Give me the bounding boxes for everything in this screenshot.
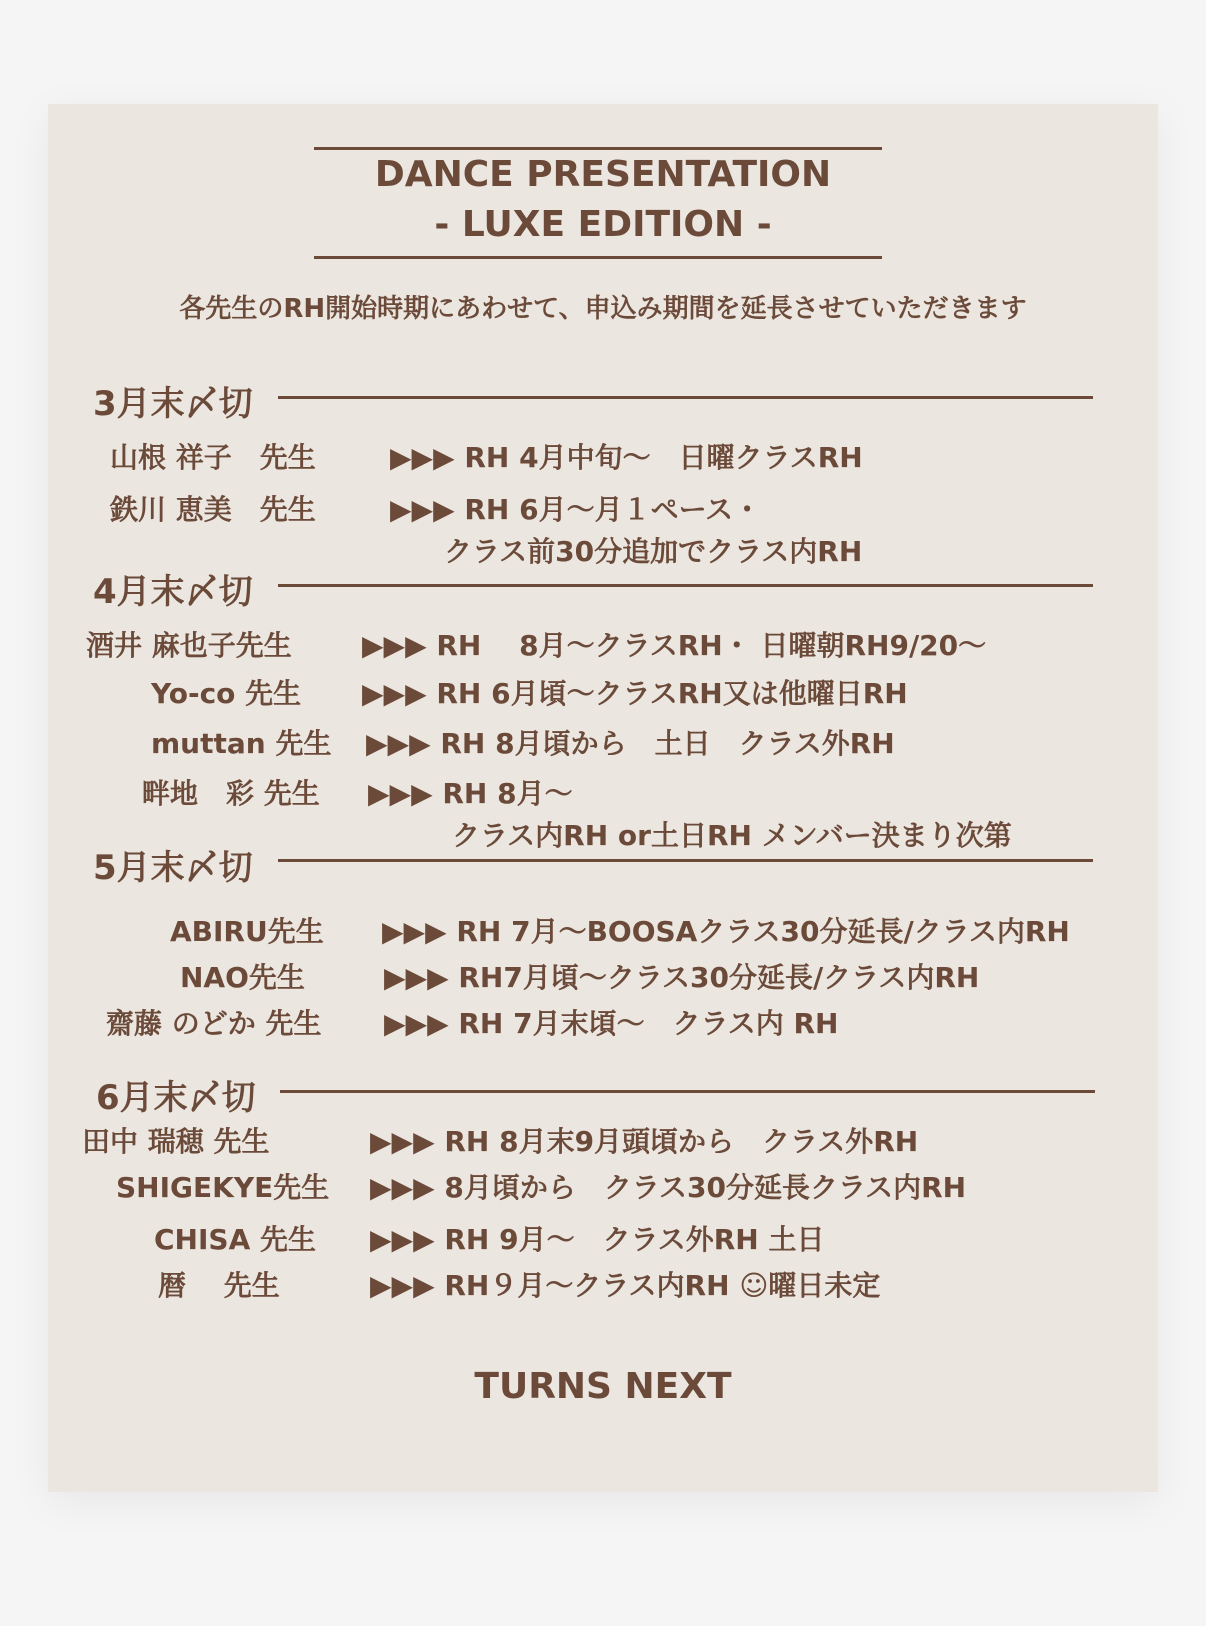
section-heading-may: 5月末〆切	[93, 848, 253, 888]
rehearsal-detail: ▶▶▶ RH 6月頃〜クラスRH又は他曜日RH	[362, 677, 908, 710]
section-heading-april: 4月末〆切	[93, 572, 253, 612]
rehearsal-detail-continued: クラス前30分追加でクラス内RH	[444, 535, 863, 568]
rehearsal-detail: ▶▶▶ RH 8月頃から 土日 クラス外RH	[366, 727, 895, 760]
rehearsal-detail: ▶▶▶ RH 7月末頃〜 クラス内 RH	[384, 1007, 839, 1040]
page-title: DANCE PRESENTATION	[374, 154, 832, 195]
section-rule-march	[278, 396, 1093, 399]
rehearsal-detail: ▶▶▶ RH 8月末9月頭頃から クラス外RH	[370, 1125, 919, 1158]
rehearsal-detail: ▶▶▶ RH９月〜クラス内RH ☺曜日未定	[370, 1269, 881, 1302]
rehearsal-detail: ▶▶▶ RH 8月〜クラスRH・ 日曜朝RH9/20〜	[362, 629, 987, 662]
section-rule-may	[278, 859, 1093, 862]
teacher-name: 山根 祥子 先生	[110, 441, 316, 474]
teacher-name: CHISA 先生	[154, 1223, 316, 1256]
teacher-name: NAO先生	[180, 961, 305, 994]
teacher-name: 畔地 彩 先生	[142, 777, 320, 810]
rehearsal-detail: ▶▶▶ RH 6月〜月１ペース・	[390, 493, 762, 526]
rehearsal-detail: ▶▶▶ RH7月頃〜クラス30分延長/クラス内RH	[384, 961, 980, 994]
rehearsal-detail: ▶▶▶ RH 7月〜BOOSAクラス30分延長/クラス内RH	[382, 915, 1070, 948]
section-heading-march: 3月末〆切	[93, 384, 253, 424]
title-top-rule	[314, 147, 882, 150]
presentation-card	[48, 104, 1158, 1492]
section-rule-april	[278, 584, 1093, 587]
section-heading-june: 6月末〆切	[96, 1078, 256, 1118]
turns-next-label: TURNS NEXT	[474, 1366, 732, 1407]
teacher-name: ABIRU先生	[170, 915, 324, 948]
section-rule-june	[280, 1090, 1095, 1093]
teacher-name: Yo-co 先生	[151, 677, 302, 710]
page-title-edition: - LUXE EDITION -	[434, 204, 772, 245]
subtitle: 各先生のRH開始時期にあわせて、申込み期間を延長させていただきます	[179, 294, 1027, 324]
teacher-name: muttan 先生	[151, 727, 332, 760]
teacher-name: 田中 瑞穂 先生	[82, 1125, 270, 1158]
rehearsal-detail: ▶▶▶ 8月頃から クラス30分延長クラス内RH	[370, 1171, 967, 1204]
title-bottom-rule	[314, 256, 882, 259]
teacher-name: SHIGEKYE先生	[116, 1171, 330, 1204]
teacher-name: 鉄川 恵美 先生	[110, 493, 316, 526]
teacher-name: 暦 先生	[158, 1269, 280, 1302]
teacher-name: 酒井 麻也子先生	[86, 629, 292, 662]
rehearsal-detail: ▶▶▶ RH 8月〜	[368, 777, 573, 810]
rehearsal-detail: ▶▶▶ RH 9月〜 クラス外RH 土日	[370, 1223, 825, 1256]
rehearsal-detail: ▶▶▶ RH 4月中旬〜 日曜クラスRH	[390, 441, 863, 474]
rehearsal-detail-continued: クラス内RH or土日RH メンバー決まり次第	[452, 819, 1012, 852]
teacher-name: 齋藤 のどか 先生	[106, 1007, 322, 1040]
